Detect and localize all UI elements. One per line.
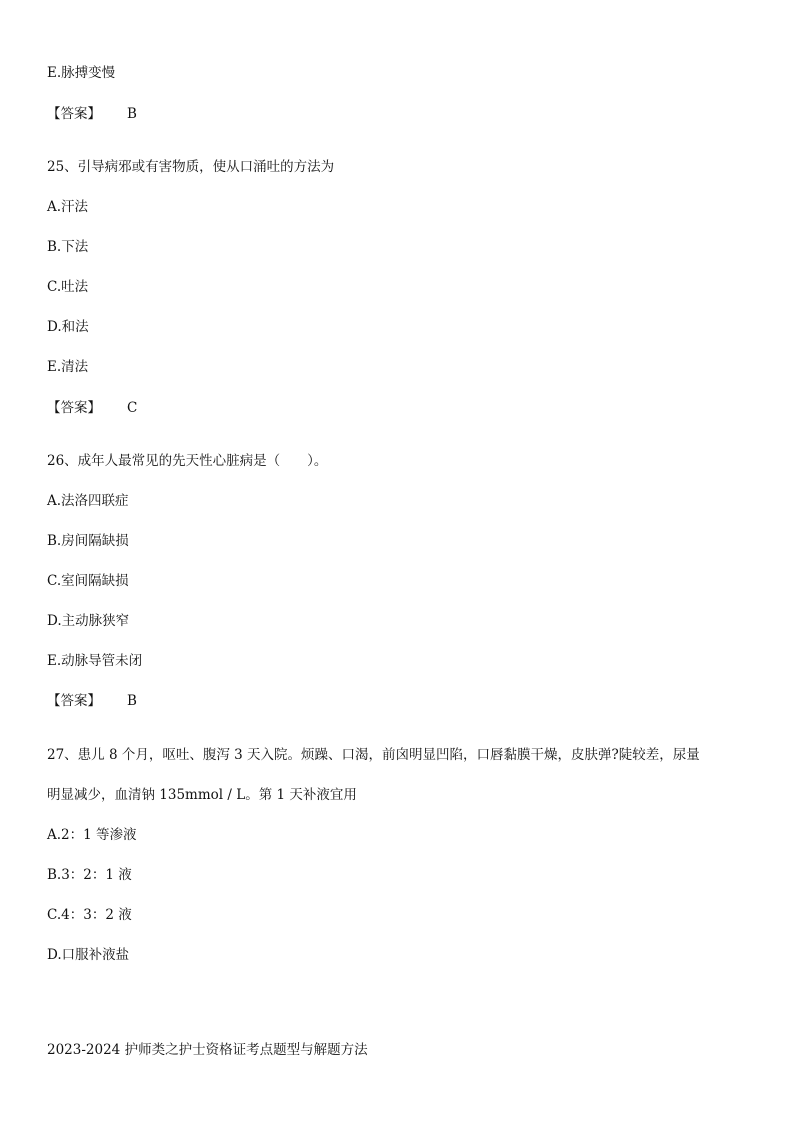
q25-option-c: C.吐法 <box>47 279 89 295</box>
q25-answer-row <box>47 399 137 417</box>
q25-option-d: D.和法 <box>47 319 89 335</box>
answer-row-prev <box>47 105 137 123</box>
answer-value: B <box>127 106 137 122</box>
q27-option-d: D.口服补液盐 <box>47 947 130 963</box>
q26-option-b: B.房间隔缺损 <box>47 533 129 549</box>
question-26-text: 26、成年人最常见的先天性心脏病是（ ）。 <box>47 453 328 469</box>
q25-option-e: E.清法 <box>47 359 89 375</box>
q25-option-b: B.下法 <box>47 239 89 255</box>
q27-option-b: B.3：2：1 液 <box>47 867 132 883</box>
answer-label: 【答案】 <box>47 106 101 122</box>
question-27-text-line2: 明显减少，血清钠 135mmol / L。第 1 天补液宜用 <box>47 787 357 803</box>
question-25-text: 25、引导病邪或有害物质，使从口涌吐的方法为 <box>47 159 335 175</box>
q25-option-a: A.汗法 <box>47 199 89 215</box>
q27-option-c: C.4：3：2 液 <box>47 907 132 923</box>
q26-option-c: C.室间隔缺损 <box>47 573 129 589</box>
q26-option-a: A.法洛四联症 <box>47 493 129 509</box>
answer-value: C <box>127 400 138 416</box>
answer-label: 【答案】 <box>47 693 101 709</box>
q26-option-e: E.动脉导管未闭 <box>47 653 143 669</box>
page-footer: 2023-2024 护师类之护士资格证考点题型与解题方法 <box>47 1042 368 1058</box>
question-27-text-line1: 27、患儿 8 个月，呕吐、腹泻 3 天入院。烦躁、口渴，前囟明显凹陷，口唇黏膜干燥，皮肤弹?陡较差，尿量 <box>47 747 700 763</box>
q26-answer-row <box>47 692 137 710</box>
answer-value: B <box>127 693 137 709</box>
q26-option-d: D.主动脉狭窄 <box>47 613 130 629</box>
option-e-prev: E.脉搏变慢 <box>47 65 116 81</box>
q27-option-a: A.2：1 等渗液 <box>47 827 137 843</box>
answer-label: 【答案】 <box>47 400 101 416</box>
